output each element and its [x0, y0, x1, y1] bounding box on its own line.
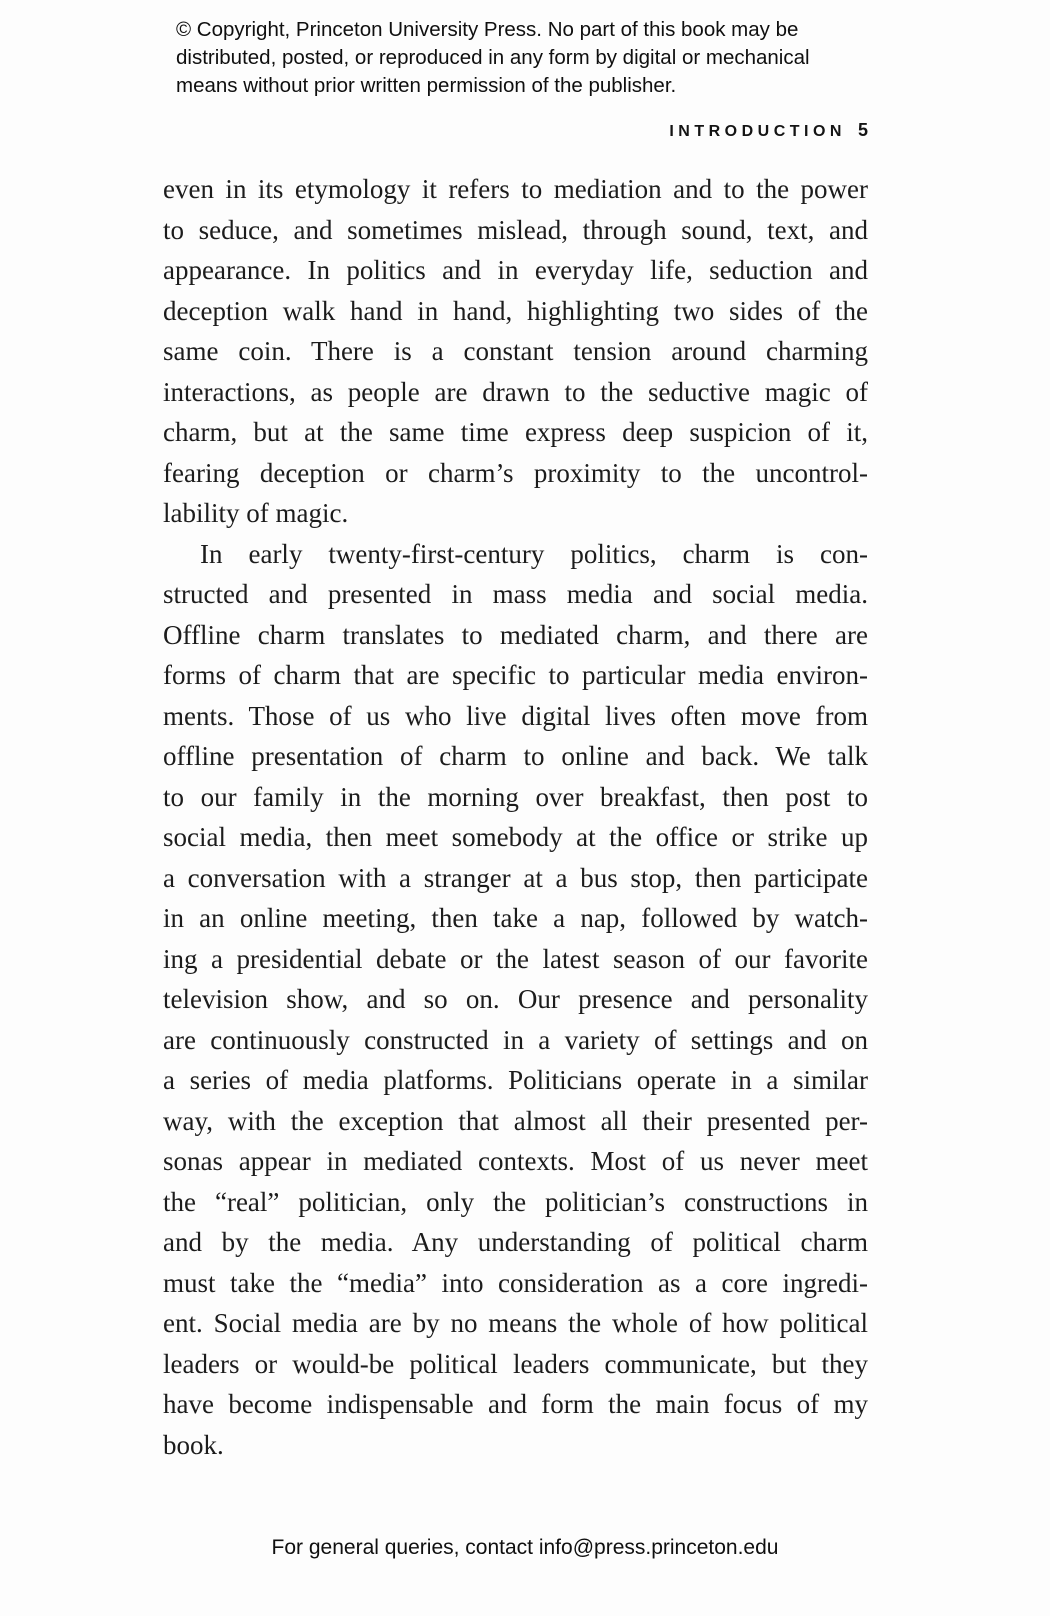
footer-queries-line: For general queries, contact info@press.princeton.edu — [271, 1536, 779, 1559]
text-line: ent. Social media are by no means the whole of how political — [163, 1308, 868, 1338]
text-line: must take the “media” into consideration as a core ingredi- — [163, 1267, 868, 1298]
text-line: same coin. There is a constant tension around charming — [163, 336, 868, 366]
text-line: even in its etymology it refers to mediation and to the power — [163, 174, 868, 204]
text-line: and by the media. Any understanding of political charm — [163, 1227, 868, 1257]
copyright-line: means without prior written permission of the publisher. — [176, 74, 677, 97]
paragraph — [163, 169, 868, 534]
text-line: a conversation with a stranger at a bus stop, then participate — [163, 862, 868, 893]
text-line: offline presentation of charm to online and back. We talk — [163, 741, 868, 771]
text-line: charm, but at the same time express deep suspicion of it, — [163, 417, 868, 447]
copyright-line: distributed, posted, or reproduced in any form by digital or mechanical — [176, 46, 810, 69]
text-line: ing a presidential debate or the latest season of our favorite — [163, 943, 868, 974]
text-line: Offline charm translates to mediated charm, and there are — [163, 619, 868, 650]
text-line: way, with the exception that almost all their presented per- — [163, 1105, 868, 1136]
text-line: book. — [163, 1429, 224, 1460]
text-line: deception walk hand in hand, highlighting two sides of the — [163, 295, 868, 326]
copyright-notice — [176, 16, 876, 100]
running-head-title: INTRODUCTION — [669, 123, 846, 140]
text-line: to our family in the morning over breakfast, then post to — [163, 781, 868, 812]
text-line: to seduce, and sometimes mislead, through sound, text, and — [163, 214, 868, 245]
book-page — [0, 16, 1050, 1616]
text-line: appearance. In politics and in everyday life, seduction and — [163, 255, 868, 285]
text-line: ments. Those of us who live digital lives often move from — [163, 700, 868, 731]
text-line: the “real” politician, only the politician’s constructions in — [163, 1186, 868, 1217]
text-line: leaders or would-be political leaders communicate, but they — [163, 1348, 868, 1379]
running-head — [163, 120, 868, 141]
text-line: forms of charm that are specific to particular media environ- — [163, 660, 868, 690]
text-line: fearing deception or charm’s proximity to the uncontrol- — [163, 457, 868, 488]
text-line: have become indispensable and form the main focus of my — [163, 1389, 868, 1419]
text-line: are continuously constructed in a variety of settings and on — [163, 1024, 868, 1055]
text-line: television show, and so on. Our presence and personality — [163, 984, 868, 1014]
text-line: a series of media platforms. Politicians operate in a similar — [163, 1065, 868, 1095]
text-line: interactions, as people are drawn to the seductive magic of — [163, 376, 868, 407]
text-line: lability of magic. — [163, 498, 349, 528]
body-text — [163, 169, 868, 1465]
paragraph — [163, 534, 868, 1466]
text-line: structed and presented in mass media and social media. — [163, 579, 868, 609]
text-line: in an online meeting, then take a nap, followed by watch- — [163, 903, 868, 933]
text-line: In early twenty-first-century politics, charm is con- — [200, 538, 868, 569]
page-number: 5 — [857, 120, 868, 140]
text-line: sonas appear in mediated contexts. Most of us never meet — [163, 1146, 868, 1176]
copyright-line: © Copyright, Princeton University Press. No part of this book may be — [176, 18, 799, 41]
text-line: social media, then meet somebody at the office or strike up — [163, 822, 868, 852]
